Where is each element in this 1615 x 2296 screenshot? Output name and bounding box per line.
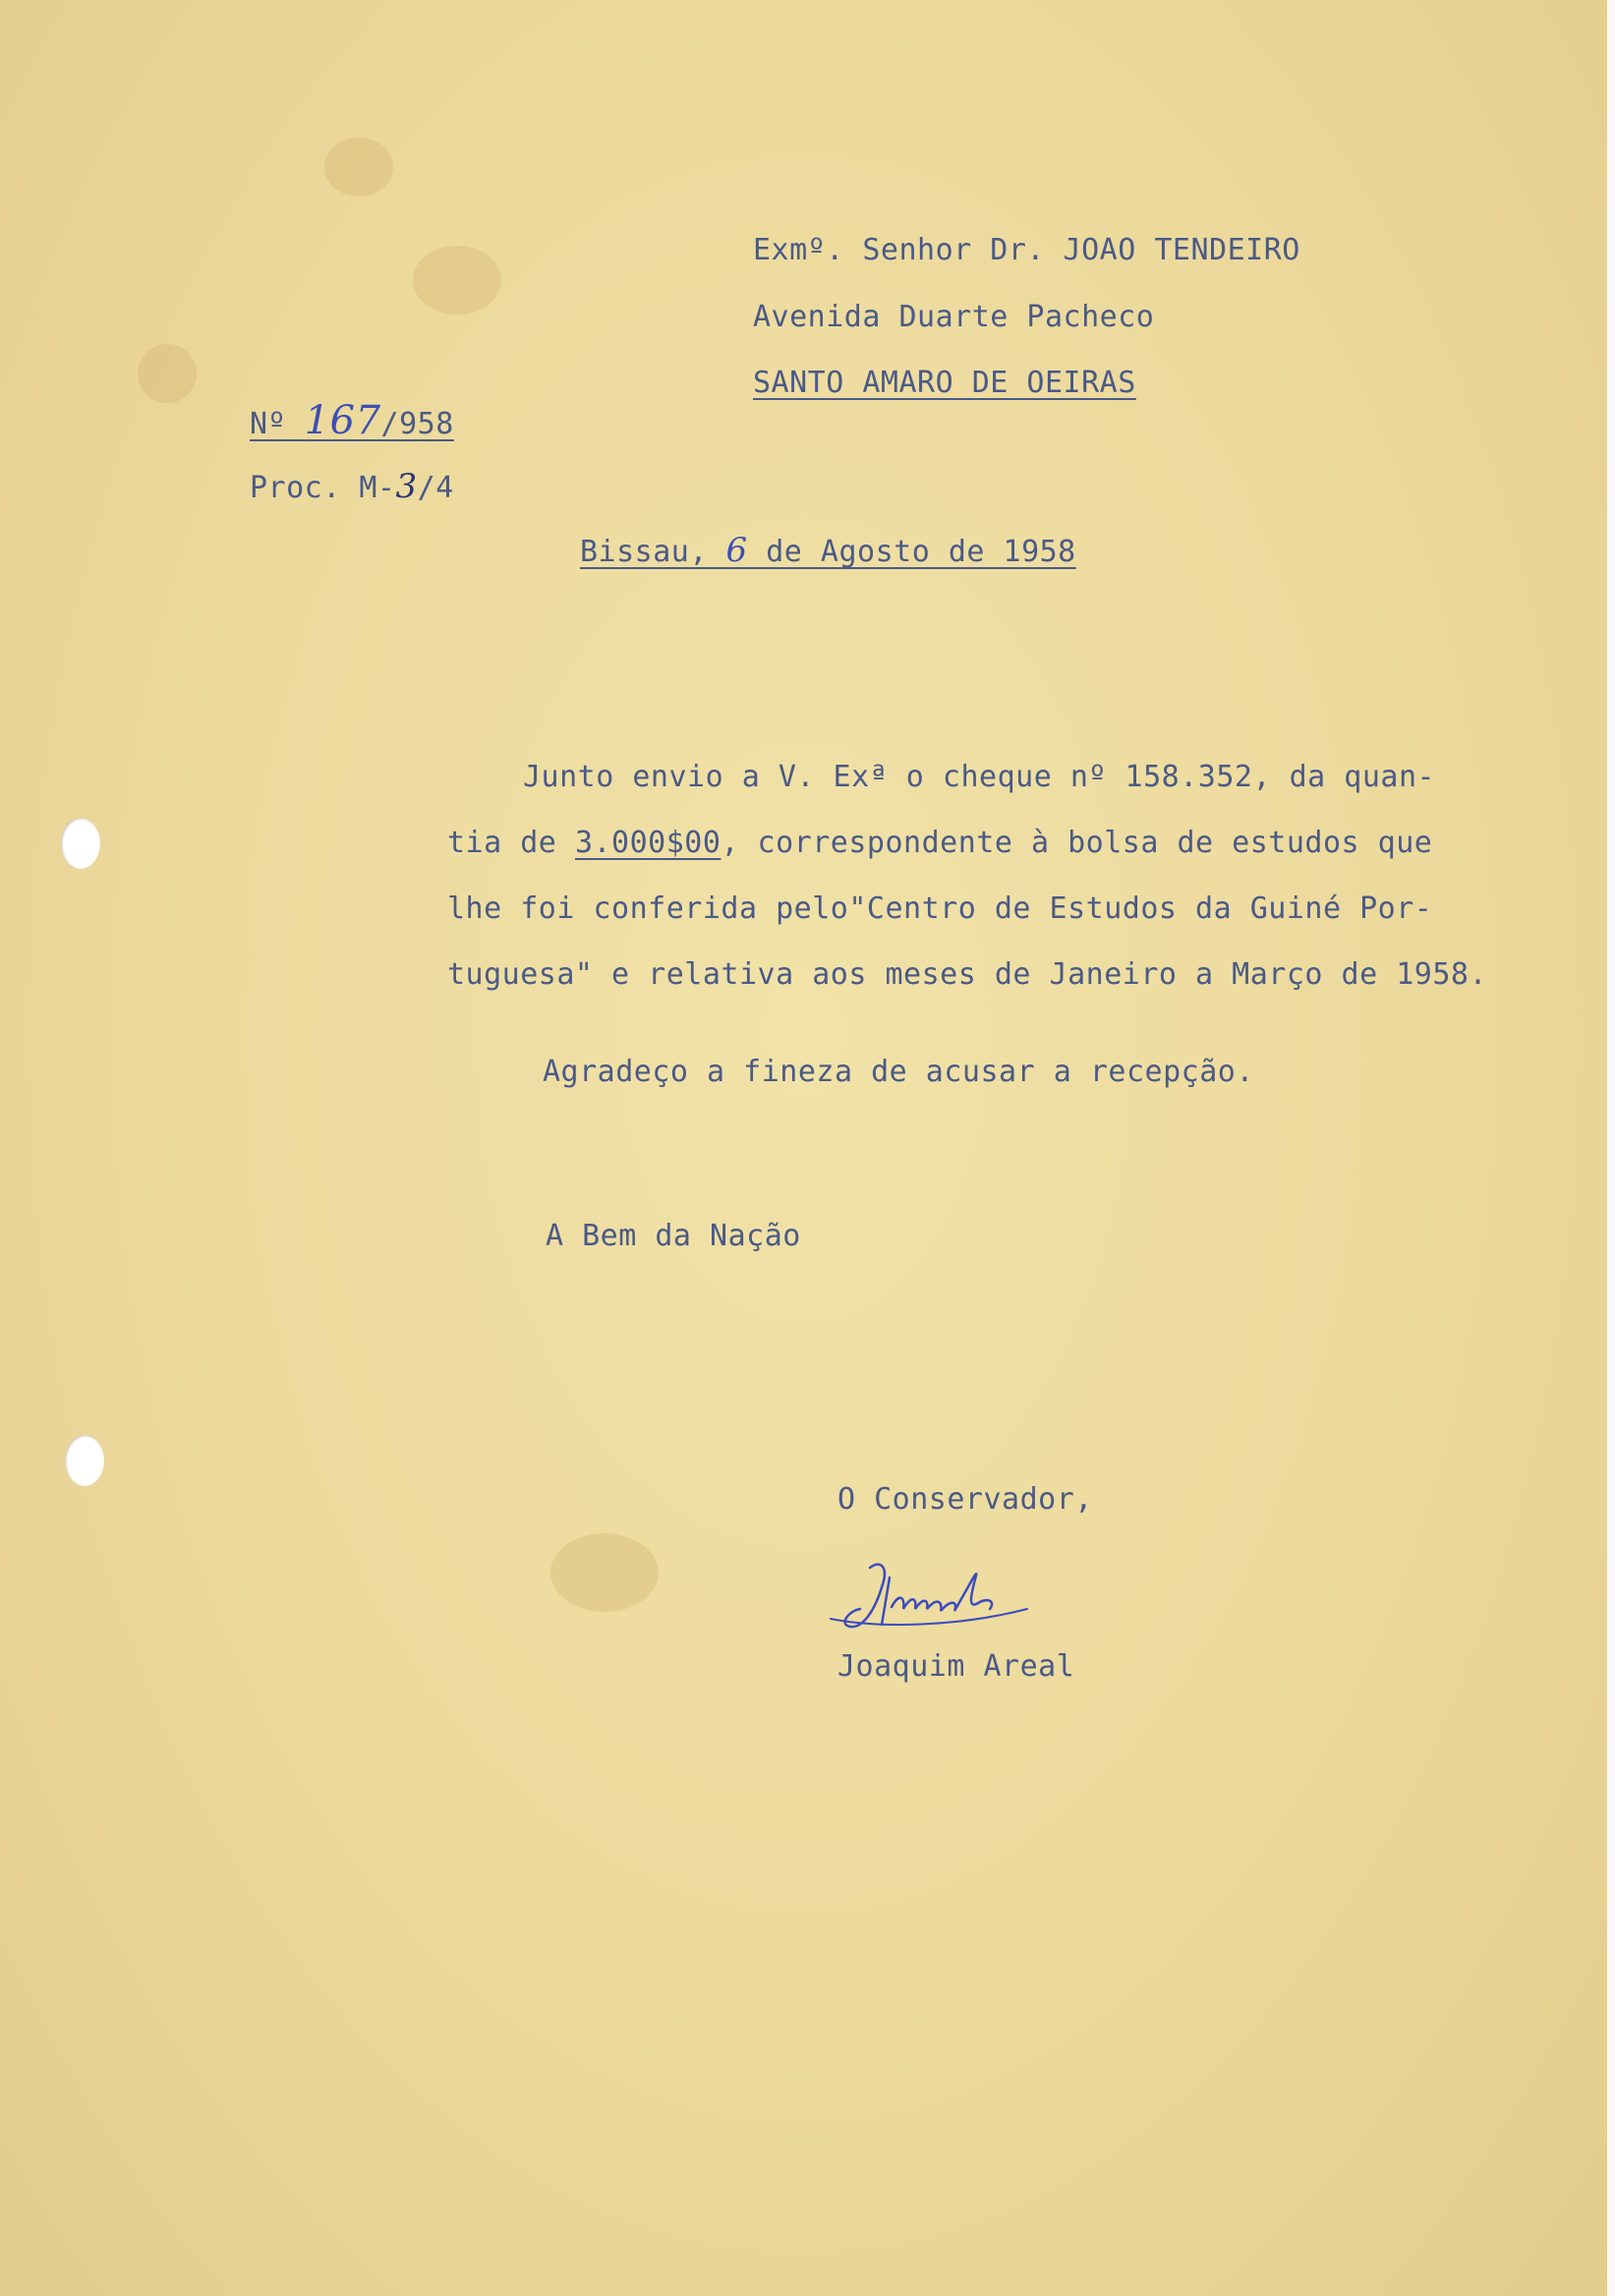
- paper-stain: [550, 1533, 659, 1612]
- date-day-handwritten: 6: [725, 531, 748, 570]
- body-paragraph-1-line-3: lhe foi conferida pelo"Centro de Estudos da Guiné Por-: [447, 891, 1433, 926]
- punch-hole: [65, 1435, 104, 1486]
- reference-number-prefix: Nº: [250, 407, 305, 441]
- handwritten-signature: [821, 1558, 1096, 1641]
- amount-prefix: tia de: [447, 826, 575, 860]
- paper-edge: [1607, 0, 1615, 2296]
- paper-stain: [138, 344, 197, 403]
- body-paragraph-2: Agradeço a fineza de acusar a recepção.: [543, 1055, 1254, 1089]
- recipient-line-1: Exmº. Senhor Dr. JOAO TENDEIRO: [753, 233, 1300, 267]
- signatory-name: Joaquim Areal: [837, 1649, 1075, 1684]
- body-paragraph-1-line-1: Junto envio a V. Exª o cheque nº 158.352, da quan-: [523, 760, 1436, 794]
- closing-salutation: A Bem da Nação: [546, 1219, 801, 1253]
- signatory-title: O Conservador,: [837, 1482, 1093, 1517]
- date-line: [580, 531, 1076, 570]
- reference-number: [250, 398, 454, 443]
- date-place: Bissau,: [580, 535, 726, 569]
- process-reference: [250, 467, 454, 506]
- process-reference-handwritten: 3: [395, 467, 418, 506]
- paper-stain: [413, 246, 501, 315]
- paper-stain: [324, 138, 393, 197]
- punch-hole: [61, 818, 100, 869]
- body-paragraph-1-line-4: tuguesa" e relativa aos meses de Janeiro a Março de 1958.: [447, 957, 1488, 992]
- date-rest: de Agosto de 1958: [747, 535, 1076, 569]
- amount-suffix: , correspondente à bolsa de estudos que: [721, 826, 1433, 860]
- process-reference-suffix: /4: [417, 471, 454, 505]
- process-reference-prefix: Proc. M-: [250, 471, 396, 505]
- reference-number-suffix: /958: [380, 407, 454, 441]
- amount: 3.000$00: [574, 826, 721, 860]
- recipient-line-3: SANTO AMARO DE OEIRAS: [753, 366, 1136, 400]
- recipient-line-2: Avenida Duarte Pacheco: [753, 300, 1155, 334]
- reference-number-handwritten: 167: [304, 398, 381, 443]
- body-paragraph-1-line-2: [447, 826, 1432, 860]
